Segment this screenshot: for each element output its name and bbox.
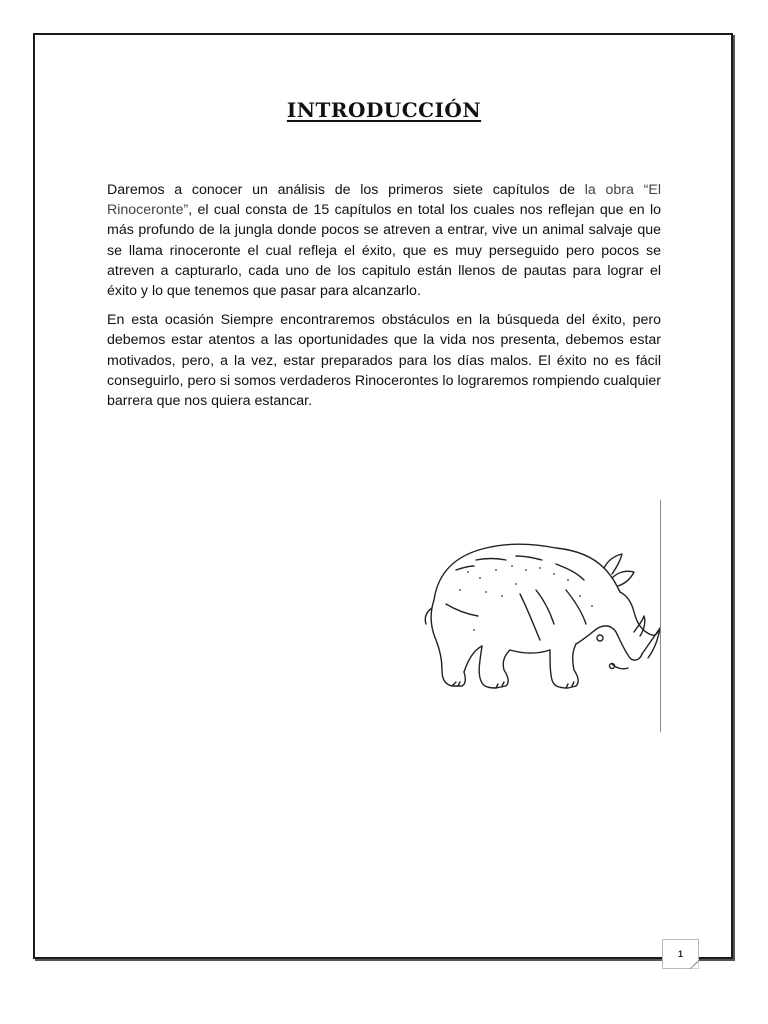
image-edge-line xyxy=(660,500,661,732)
paragraph-1 xyxy=(107,180,661,301)
body-text xyxy=(107,180,661,420)
paragraph-1-part-1: Daremos a conocer un análisis de los primeros siete capítulos de xyxy=(107,182,585,198)
page-curl-icon xyxy=(690,960,699,969)
page-number-box xyxy=(662,939,699,969)
page-number: 1 xyxy=(677,949,683,959)
page-title: INTRODUCCIÓN xyxy=(286,98,482,122)
page-border xyxy=(33,33,733,959)
rhino-illustration xyxy=(416,500,662,732)
paragraph-2: En esta ocasión Siempre encontraremos obstáculos en la búsqueda del éxito, pero debemos estar atentos a las oportunidades que la vida nos presenta, debemos estar motivados, pero, a la vez, estar preparados para los días malos. El éxito no es fácil conseguirlo, pero si somos verdaderos Rinocerontes lo lograremos rompiendo cualquier barrera que nos quiera estancar. xyxy=(107,312,661,410)
paragraph-1-book-title: la obra “El Rinoceronte” xyxy=(107,182,661,219)
paragraph-1-part-3: , el cual consta de 15 capítulos en total los cuales nos reflejan que en lo más profundo de la jungla donde pocos se atreven a entrar, vive un animal salvaje que se llama rinoceronte el cual refleja el éxito, que es muy perseguido pero pocos se atreven a capturarlo, cada uno de los capitulo están llenos de pautas para lograr el éxito y lo que tenemos que pasar para alcanzarlo. xyxy=(107,202,661,300)
